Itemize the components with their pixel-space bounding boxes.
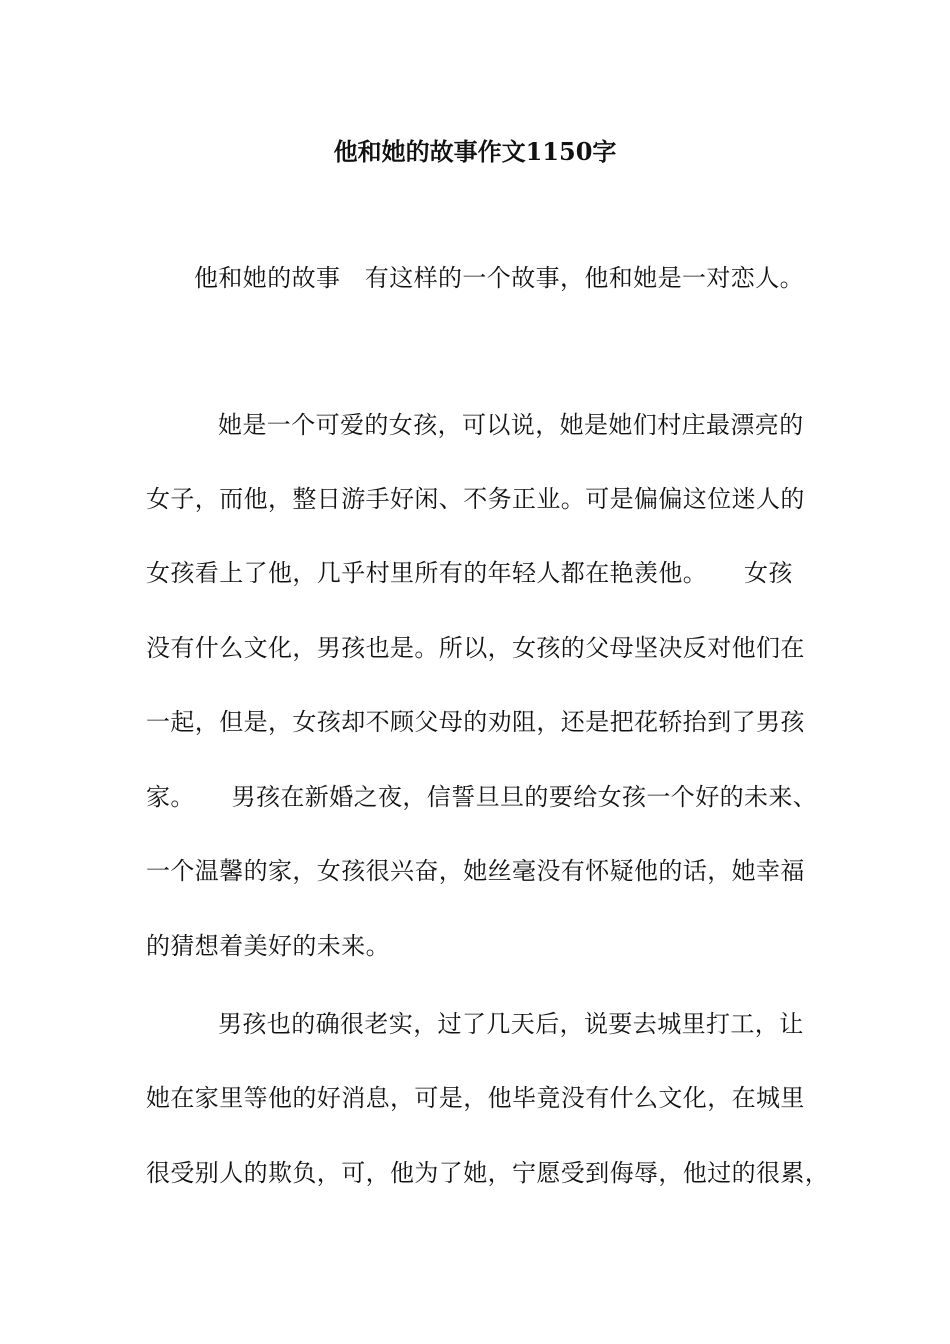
paragraph-line: 她在家里等他的好消息，可是，他毕竟没有什么文化，在城里	[146, 1084, 805, 1112]
paragraph-line: 家。 男孩在新婚之夜，信誓旦旦的要给女孩一个好的未来、	[146, 783, 818, 811]
paragraph-line: 一个温馨的家，女孩很兴奋，她丝毫没有怀疑他的话，她幸福	[146, 857, 805, 885]
paragraph-line: 很受别人的欺负，可，他为了她，宁愿受到侮辱，他过的很累，	[146, 1159, 830, 1187]
document-title: 他和她的故事作文1150字	[333, 137, 617, 166]
paragraph-line: 一起，但是，女孩却不顾父母的劝阻，还是把花轿抬到了男孩	[146, 708, 805, 736]
paragraph-line: 的猜想着美好的未来。	[146, 932, 390, 960]
paragraph-line: 女孩看上了他，几乎村里所有的年轻人都在艳羡他。 女孩	[146, 559, 793, 587]
paragraph-line: 女子，而他，整日游手好闲、不务正业。可是偏偏这位迷人的	[146, 485, 805, 513]
paragraph-line: 他和她的故事 有这样的一个故事，他和她是一对恋人。	[194, 264, 804, 292]
paragraph-line: 她是一个可爱的女孩，可以说，她是她们村庄最漂亮的	[218, 411, 804, 439]
paragraph-line: 男孩也的确很老实，过了几天后，说要去城里打工，让	[218, 1010, 804, 1038]
paragraph-line: 没有什么文化，男孩也是。所以，女孩的父母坚决反对他们在	[146, 634, 805, 662]
